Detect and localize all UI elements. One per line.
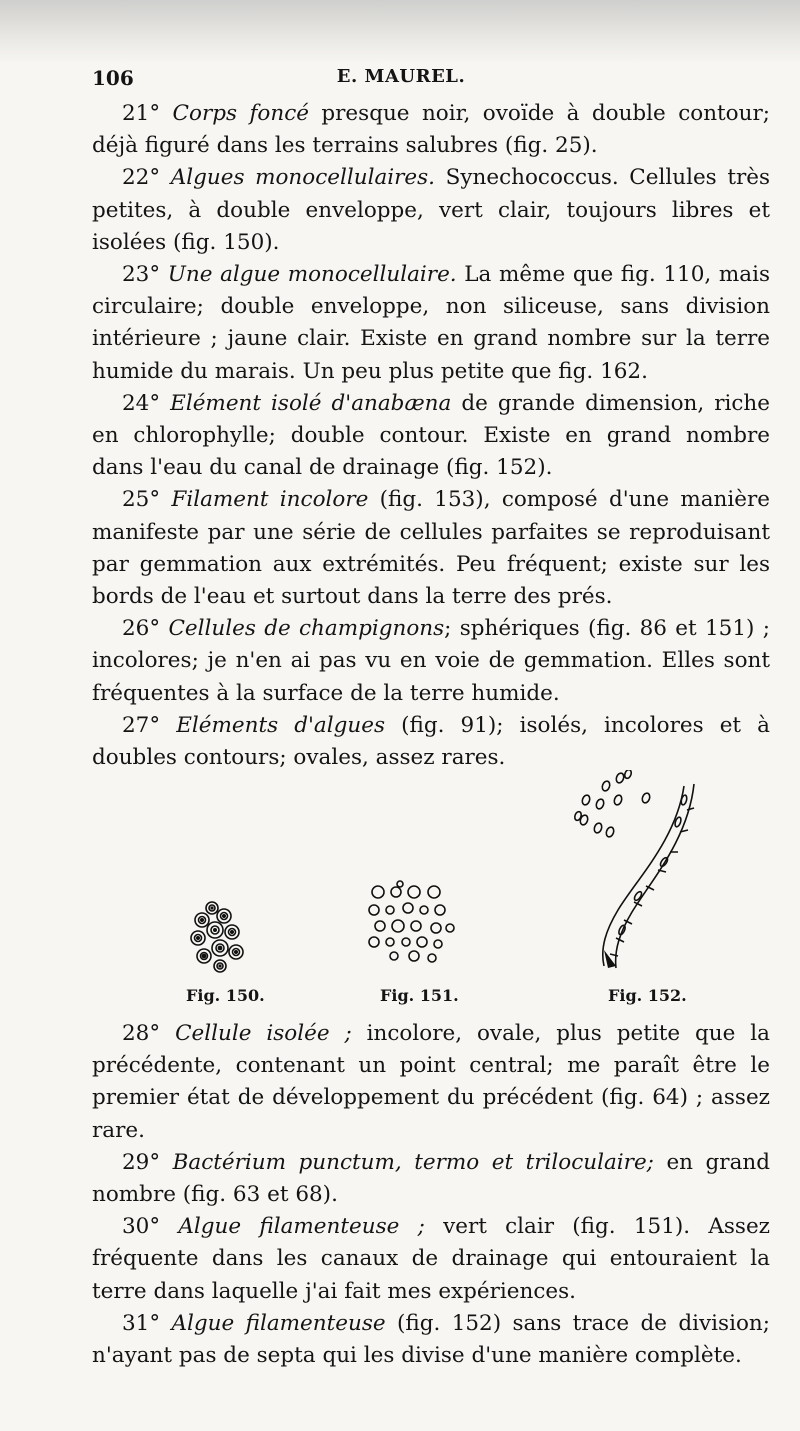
entries-before-figures (92, 98, 770, 774)
entry-title: Elément isolé d'anabæna (170, 390, 452, 416)
entry-number: 24° (122, 390, 161, 416)
entry-text: ; sphériques (fig. 86 et 151) ; incolores; je n'en ai pas vu en voie de gemmation. Elles sont fréquentes à la surface de la terre humide. (92, 616, 770, 706)
entry-title: Cellules de champignons (168, 616, 445, 642)
page-top-shadow (0, 0, 800, 64)
entry-title: Algue filamenteuse ; (178, 1214, 425, 1240)
entry-24 (92, 388, 770, 485)
entry-31 (92, 1308, 770, 1372)
figure-152-caption: Fig. 152. (608, 986, 687, 1005)
entry-text: en grand nombre (fig. 63 et 68). (92, 1149, 770, 1208)
entry-23 (92, 259, 770, 388)
entry-text: de grande dimension, riche en chlorophylle; double contour. Existe en grand nombre dans l'eau du canal de drainage (fig. 152). (92, 390, 770, 481)
figure-151-caption: Fig. 151. (380, 986, 459, 1005)
entry-title: Corps foncé (172, 101, 309, 126)
figure-150-illustration (180, 896, 252, 976)
entry-title: Une algue monocellulaire. (167, 262, 457, 288)
entry-29 (92, 1147, 770, 1211)
entry-number: 27° (122, 712, 161, 738)
entry-21 (92, 98, 770, 162)
entry-title: Cellule isolée ; (175, 1021, 352, 1046)
running-title: E. MAUREL. (336, 66, 466, 87)
entry-title: Algue filamenteuse (171, 1310, 386, 1336)
entry-text: (fig. 152) sans trace de division; n'ayant pas de septa qui les divise d'une manière complète. (92, 1310, 770, 1369)
entry-text: incolore, ovale, plus petite que la précédente, contenant un point central; me paraît être le premier état de développement du précédent (fig. 64) ; assez rare. (92, 1021, 770, 1143)
entry-22 (92, 162, 770, 259)
entry-title: Algues monocellulaires. (170, 165, 436, 191)
figure-150-caption: Fig. 150. (186, 986, 265, 1005)
entry-text: presque noir, ovoïde à double contour; déjà figuré dans les terrains salubres (fig. 25). (92, 101, 770, 159)
entry-25 (92, 484, 770, 613)
entry-number: 22° (122, 165, 161, 191)
entry-number: 23° (122, 262, 161, 288)
entry-title: Eléments d'algues (176, 712, 385, 738)
entry-text: Synechococcus. Cellules très petites, à double enveloppe, vert clair, toujours libres et isolées (fig. 150). (92, 165, 770, 255)
entry-text: La même que fig. 110, mais circulaire; double enveloppe, non siliceuse, sans division intérieure ; jaune clair. Existe en grand nombre sur la terre humide du marais. Un peu plus petite que fig. 162. (92, 262, 770, 384)
entry-number: 29° (122, 1149, 161, 1175)
entry-text: (fig. 91); isolés, incolores et à doubles contours; ovales, assez rares. (92, 712, 770, 771)
page-header (92, 66, 710, 96)
entry-28 (92, 1018, 770, 1147)
entry-text: vert clair (fig. 151). Assez fréquente dans les canaux de drainage qui entouraient la terre dans laquelle j'ai fait mes expériences. (92, 1214, 771, 1304)
figure-151-illustration (364, 880, 464, 966)
figure-152-illustration (566, 770, 706, 970)
page-number: 106 (92, 66, 134, 90)
entry-27 (92, 710, 770, 774)
entry-number: 26° (122, 616, 161, 642)
entry-number: 31° (122, 1310, 161, 1336)
entry-number: 28° (122, 1021, 161, 1046)
entry-title: Filament incolore (171, 487, 369, 513)
entry-number: 25° (122, 487, 161, 513)
entry-26 (92, 613, 770, 710)
entry-text: (fig. 153), composé d'une manière manifeste par une série de cellules parfaites se reproduisant par gemmation aux extrémités. Peu fréquent; existe sur les bords de l'eau et surtout dans la terre des prés. (92, 487, 771, 610)
entries-after-figures (92, 1018, 770, 1372)
entry-number: 21° (122, 101, 161, 126)
entry-30 (92, 1211, 770, 1308)
entry-number: 30° (122, 1214, 161, 1240)
entry-title: Bactérium punctum, termo et triloculaire; (172, 1149, 654, 1175)
